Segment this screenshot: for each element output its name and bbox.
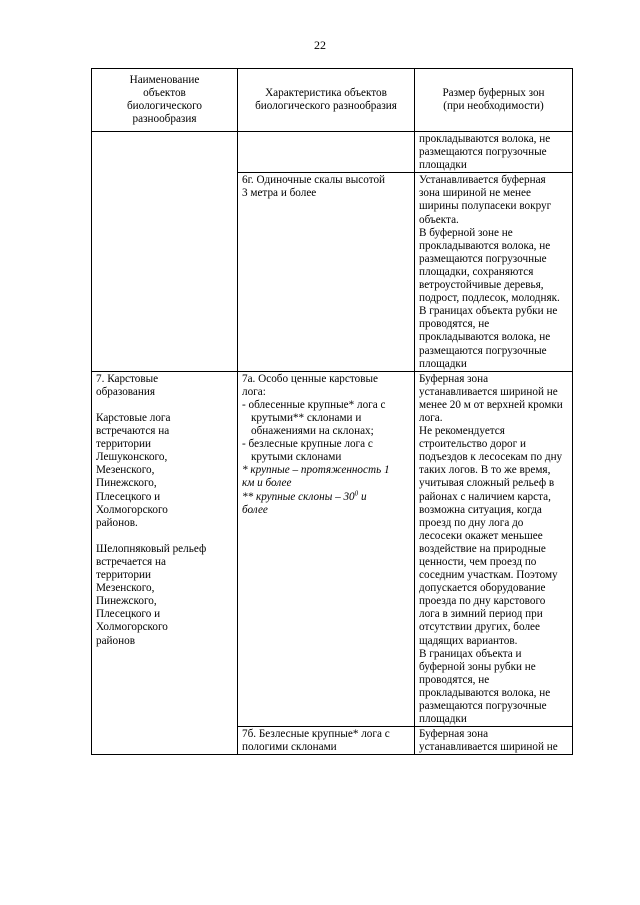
table-header-row — [92, 69, 573, 132]
footnote-steep: ** крупные склоны – $30^0$ и — [242, 488, 367, 503]
cell-buffer-6g: Устанавливается буферная зона шириной не менее ширины полупасеки вокруг объекта. В буферной зоне не прокладываются волока, не размещаются погрузочные площадки, сохраняются ветроустойчивые деревья, подрост, подлесок, молодняк. В границах объекта рубки не проводятся, не прокладываются волока, не размещаются погрузочные площадки — [415, 173, 573, 371]
biodiversity-table — [91, 68, 573, 755]
cell-characteristics-6g: 6г. Одиночные скалы высотой 3 метра и более — [238, 173, 415, 371]
table-row — [92, 132, 573, 173]
cell-buffer-7b: Буферная зона устанавливается шириной не — [415, 727, 573, 755]
footnote-large: * крупные – протяженность 1 — [242, 464, 390, 477]
page-number: 22 — [314, 38, 326, 52]
header-objects-characteristics: Характеристика объектов биологического разнообразия — [238, 69, 415, 132]
cell-characteristics-continued — [238, 132, 415, 173]
cell-characteristics-7b: 7б. Безлесные крупные* лога с пологими склонами — [238, 727, 415, 755]
table-row — [92, 371, 573, 727]
header-buffer-zone-size: Размер буферных зон (при необходимости) — [415, 69, 573, 132]
cell-objects-karst: 7. Карстовые образования Карстовые лога встречаются на территории Лешуконского, Мезенского, Пинежского, Плесецкого и Холмогорского районов. Шелопняковый рельеф встречается на территории Мезенского, Пинежского, Плесецкого и Холмогорского районов — [92, 371, 238, 755]
cell-buffer-continued: прокладываются волока, не размещаются погрузочные площадки — [415, 132, 573, 173]
cell-objects-continued — [92, 132, 238, 372]
header-objects-name: Наименование объектов биологического разнообразия — [92, 69, 238, 132]
cell-buffer-7a: Буферная зона устанавливается шириной не менее 20 м от верхней кромки лога. Не рекомендуется строительство дорог и подъездов к лесосекам по дну таких логов. В то же время, учитывая сложный рельеф в районах с наличием карста, возможна ситуация, когда проезд по дну лога до лесосеки окажет меньшее воздействие на природные ценности, чем проезд по соседним участкам. Поэтому допускается оборудование проезда по дну карстового лога в зимний период при отсутствии других, более щадящих вариантов. В границах объекта и буферной зоны рубки не проводятся, не прокладываются волока, не размещаются погрузочные площадки — [415, 371, 573, 727]
cell-characteristics-7a: 7а. Особо ценные карстовые лога: - облесенные крупные* лога с крутыми** склонами и обнажениями на склонах; - безлесные крупные лога с крутыми склонами * крупные – протяженность 1 км и более ** крупные склоны – $30^0$ и более — [238, 371, 415, 727]
